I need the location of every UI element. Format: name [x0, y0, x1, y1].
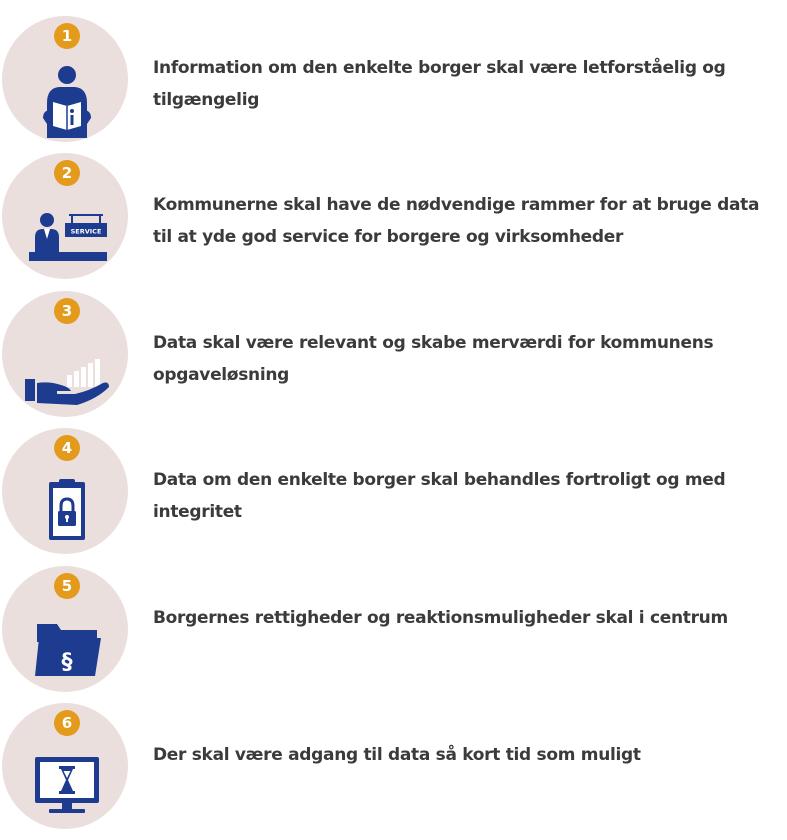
- principle-text: Kommunerne skal have de nødvendige rammer for at bruge data til at yde god service for borgere og virksomheder: [153, 195, 760, 247]
- icon-circle: [2, 16, 128, 142]
- number-badge: 2: [54, 160, 80, 186]
- principle-item-3: [0, 291, 787, 427]
- principle-item-6: [0, 703, 787, 839]
- principle-item-5: [0, 566, 787, 702]
- folder-paragraph-icon: [17, 608, 117, 688]
- hand-bar-chart-icon: [17, 333, 117, 413]
- service-desk-icon: [17, 195, 117, 275]
- number-badge: 6: [54, 710, 80, 736]
- icon-circle: [2, 566, 128, 692]
- principle-item-4: [0, 428, 787, 564]
- clipboard-lock-icon: [17, 470, 117, 550]
- icon-circle: [2, 428, 128, 554]
- principle-text: Data om den enkelte borger skal behandles fortroligt og med integritet: [153, 470, 726, 522]
- icon-circle: [2, 291, 128, 417]
- number-badge: 3: [54, 298, 80, 324]
- principle-text: Borgernes rettigheder og reaktionsmuligheder skal i centrum: [153, 608, 728, 628]
- monitor-hourglass-icon: [17, 745, 117, 825]
- person-reading-info-icon: [17, 58, 117, 138]
- number-badge: 4: [54, 435, 80, 461]
- principle-text: Der skal være adgang til data så kort tid som muligt: [153, 745, 641, 765]
- icon-circle: [2, 153, 128, 279]
- number-badge: 5: [54, 573, 80, 599]
- number-badge: 1: [54, 23, 80, 49]
- icon-circle: [2, 703, 128, 829]
- service-sign-label: SERVICE: [70, 227, 102, 236]
- principle-text: Information om den enkelte borger skal være letforståelig og tilgængelig: [153, 58, 726, 110]
- svg-text:§: §: [61, 650, 73, 675]
- principle-item-2: [0, 153, 787, 289]
- principle-item-1: [0, 16, 787, 152]
- principle-text: Data skal være relevant og skabe merværdi for kommunens opgaveløsning: [153, 333, 714, 385]
